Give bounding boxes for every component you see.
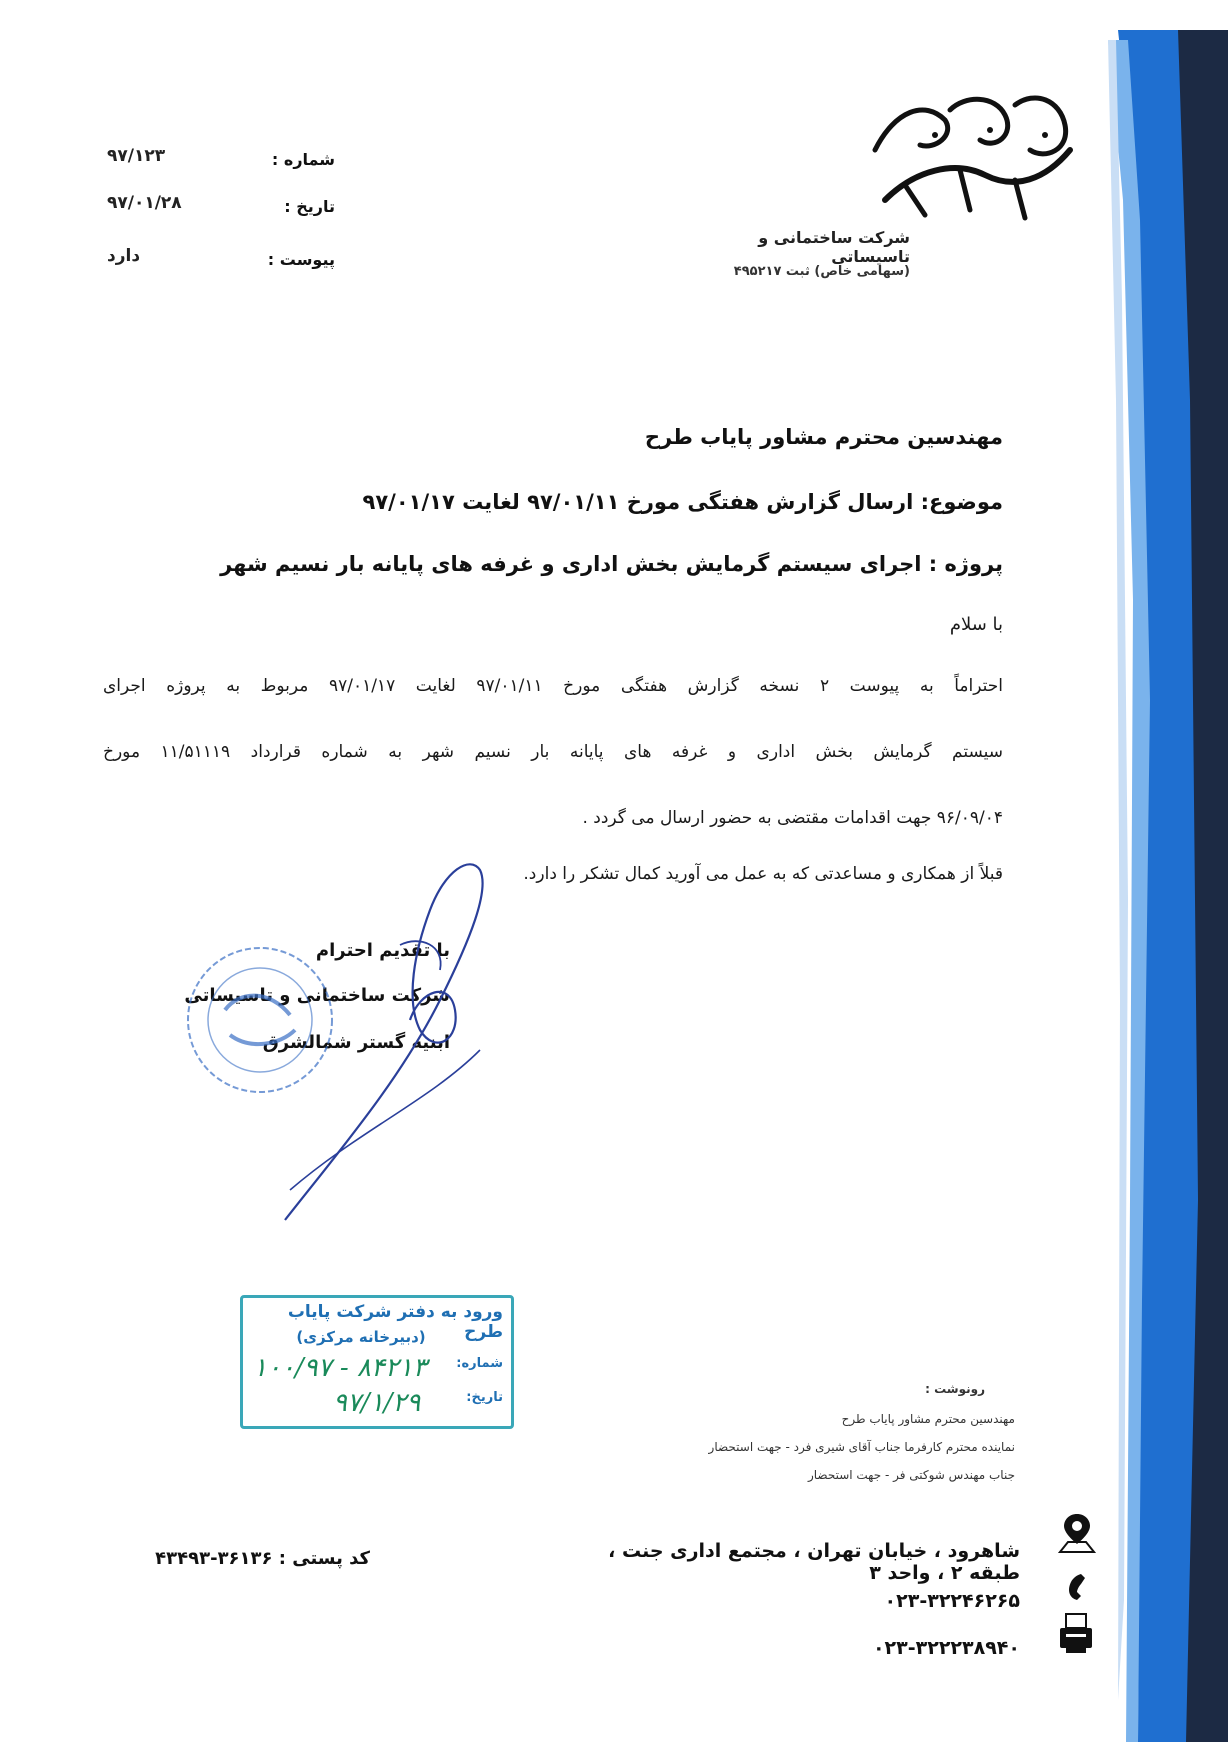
footer-address: شاهرود ، خیابان تهران ، مجتمع اداری جنت ، طبقه ۲ ، واحد ۳ bbox=[608, 1540, 1020, 1584]
body-line: ۹۶/۰۹/۰۴ جهت اقدامات مقتضی به حضور ارسال می گردد . bbox=[582, 808, 1003, 828]
stamp-subtitle: (دبیرخانه مرکزی) bbox=[296, 1328, 426, 1346]
decorative-band bbox=[1078, 0, 1228, 1742]
signature-icon bbox=[280, 850, 570, 1230]
greeting: با سلام bbox=[949, 614, 1003, 635]
stamp-date-value: ۹۷/۱/۲۹ bbox=[333, 1388, 421, 1418]
cc-item: نماینده محترم کارفرما جناب آقای شیری فرد - جهت استحضار bbox=[708, 1440, 1015, 1454]
location-icon bbox=[1058, 1512, 1096, 1554]
subject: موضوع: ارسال گزارش هفتگی مورخ ۹۷/۰۱/۱۱ لغایت ۹۷/۰۱/۱۷ bbox=[362, 490, 1003, 514]
cc-title: رونوشت : bbox=[925, 1382, 985, 1396]
incoming-stamp bbox=[240, 1295, 514, 1429]
fax-icon bbox=[1058, 1612, 1094, 1654]
phone-icon bbox=[1063, 1572, 1089, 1602]
body-line: سیستم گرمایش بخش اداری و غرفه های پایانه بار نسیم شهر به شماره قرارداد ۱۱/۵۱۱۱۹ مورخ bbox=[103, 742, 1003, 762]
thanks-line: قبلاً از همکاری و مساعدتی که به عمل می آورید کمال تشکر را دارد. bbox=[523, 864, 1003, 884]
number-value: ۹۷/۱۲۳ bbox=[107, 146, 166, 166]
cc-item: جناب مهندس شوکتی فر - جهت استحضار bbox=[807, 1468, 1015, 1482]
body-line: احتراماً به پیوست ۲ نسخه گزارش هفتگی مورخ ۹۷/۰۱/۱۱ لغایت ۹۷/۰۱/۱۷ مربوط به پروژه اجرای bbox=[103, 676, 1003, 696]
recipient: مهندسین محترم مشاور پایاب طرح bbox=[644, 425, 1003, 449]
signer-company: شرکت ساختمانی و تاسیساتی bbox=[184, 985, 450, 1006]
number-label: شماره : bbox=[271, 150, 335, 169]
attachment-value: دارد bbox=[107, 246, 141, 266]
stamp-date-label: تاریخ: bbox=[466, 1390, 503, 1405]
signer-name: ابنیه گستر شمالشرق bbox=[262, 1032, 450, 1053]
closing: با تقدیم احترام bbox=[315, 940, 450, 961]
project: پروژه : اجرای سیستم گرمایش بخش اداری و غرفه های پایانه بار نسیم شهر bbox=[220, 552, 1003, 576]
date-label: تاریخ : bbox=[284, 197, 335, 216]
stamp-title: ورود به دفتر شرکت پایاب طرح bbox=[287, 1302, 503, 1342]
cc-item: مهندسین محترم مشاور پایاب طرح bbox=[841, 1412, 1015, 1426]
date-value: ۹۷/۰۱/۲۸ bbox=[107, 193, 182, 213]
stamp-number-label: شماره: bbox=[456, 1356, 503, 1371]
stamp-number-value: ۱۰۰/۹۷ - ۸۴۲۱۳ bbox=[253, 1353, 427, 1383]
company-name: شرکت ساختمانی و تاسیساتی bbox=[758, 228, 910, 266]
attachment-label: پیوست : bbox=[267, 250, 335, 269]
footer-postal: کد پستی : ۳۶۱۳۶-۴۳۴۹۳ bbox=[155, 1548, 370, 1569]
company-logo-icon bbox=[865, 90, 1080, 230]
footer-phone: ۰۲۳-۳۲۲۴۶۲۶۵ bbox=[884, 1590, 1020, 1612]
company-registration: (سهامی خاص) ثبت ۴۹۵۲۱۷ bbox=[733, 264, 910, 279]
footer-fax: ۰۲۳-۳۲۲۲۳۸۹۴۰ bbox=[872, 1637, 1020, 1659]
